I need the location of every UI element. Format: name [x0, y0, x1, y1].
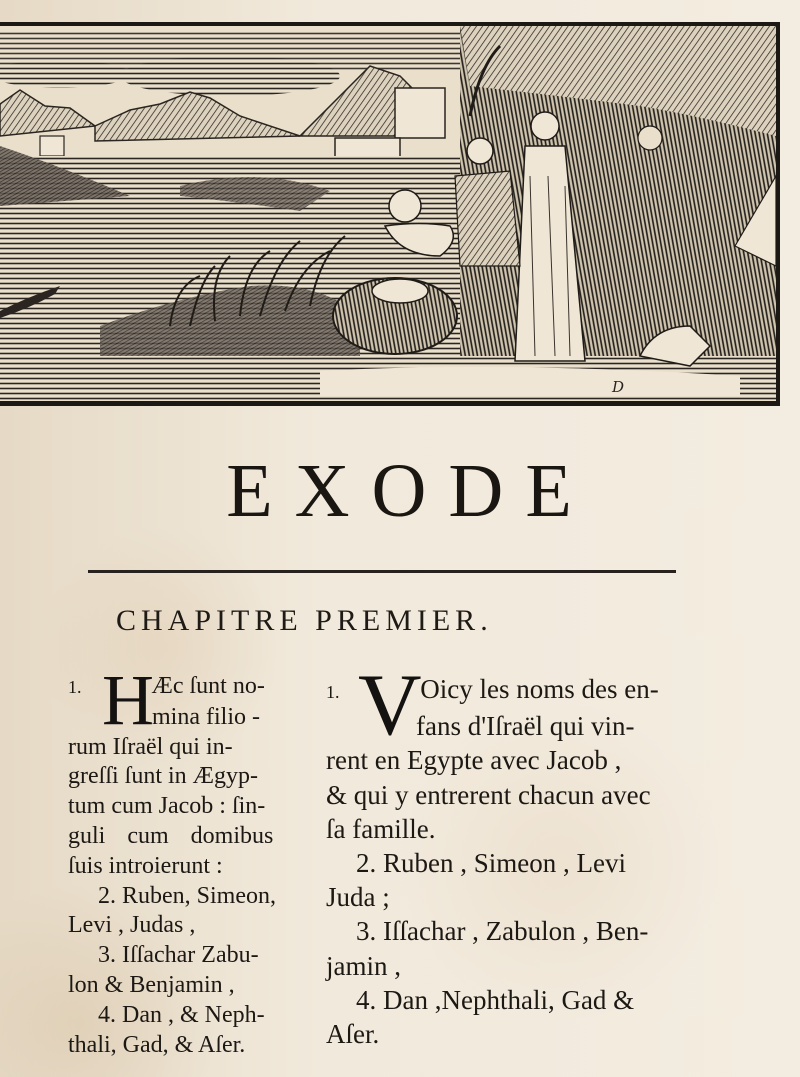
latin-line: mina filio - — [152, 703, 260, 730]
latin-verse-1 — [68, 660, 306, 740]
french-line: & qui y entrerent chacun avec — [326, 779, 651, 810]
latin-text-column — [68, 660, 306, 1060]
latin-verse-2: 2. Ruben, Simeon, — [98, 882, 276, 909]
french-line: Aſer. — [326, 1019, 380, 1050]
chapter-heading: CHAPITRE PREMIER. — [116, 604, 493, 637]
woodcut-illustration — [0, 22, 780, 406]
french-verse-1 — [326, 657, 702, 754]
french-verse-3: 3. Iſſachar , Zabulon , Ben- — [356, 916, 649, 947]
book-title: EXODE — [226, 449, 594, 533]
latin-line: tum cum Jacob : ſin- — [68, 793, 266, 820]
french-line: Juda ; — [326, 882, 390, 913]
latin-line: thali, Gad, & Aſer. — [68, 1031, 246, 1058]
latin-line: lon & Benjamin , — [68, 971, 235, 998]
latin-line: ſuis introierunt : — [68, 852, 223, 879]
french-dropcap: V — [358, 657, 422, 754]
french-text-column — [326, 657, 702, 1051]
latin-verse-3: 3. Iſſachar Zabu- — [98, 942, 259, 969]
latin-line: 1. Æc ſunt no- — [68, 673, 265, 699]
french-line: fans d'Iſraël qui vin- — [416, 711, 635, 742]
latin-line: rum Iſraël qui in- — [68, 733, 233, 760]
french-verse-2: 2. Ruben , Simeon , Levi — [356, 848, 626, 879]
latin-line: Levi , Judas , — [68, 912, 196, 939]
engraver-monogram: D — [612, 378, 625, 396]
latin-verse-4: 4. Dan , & Neph- — [98, 1001, 265, 1028]
latin-line: greſſi ſunt in Ægyp- — [68, 763, 258, 790]
title-rule-divider — [88, 570, 676, 573]
french-line: rent en Egypte avec Jacob , — [326, 745, 622, 776]
engraving-scene-icon — [0, 26, 776, 401]
verse-number: 1. — [326, 682, 340, 702]
french-line: jamin , — [326, 950, 401, 981]
verse-number: 1. — [68, 677, 82, 697]
latin-line: guli cum domibus — [68, 822, 274, 849]
latin-dropcap: H — [102, 660, 154, 740]
french-line: ſa famille. — [326, 813, 436, 844]
french-line: 1. Oicy les noms des en- — [326, 674, 659, 704]
french-verse-4: 4. Dan ,Nephthali, Gad & — [356, 984, 635, 1015]
